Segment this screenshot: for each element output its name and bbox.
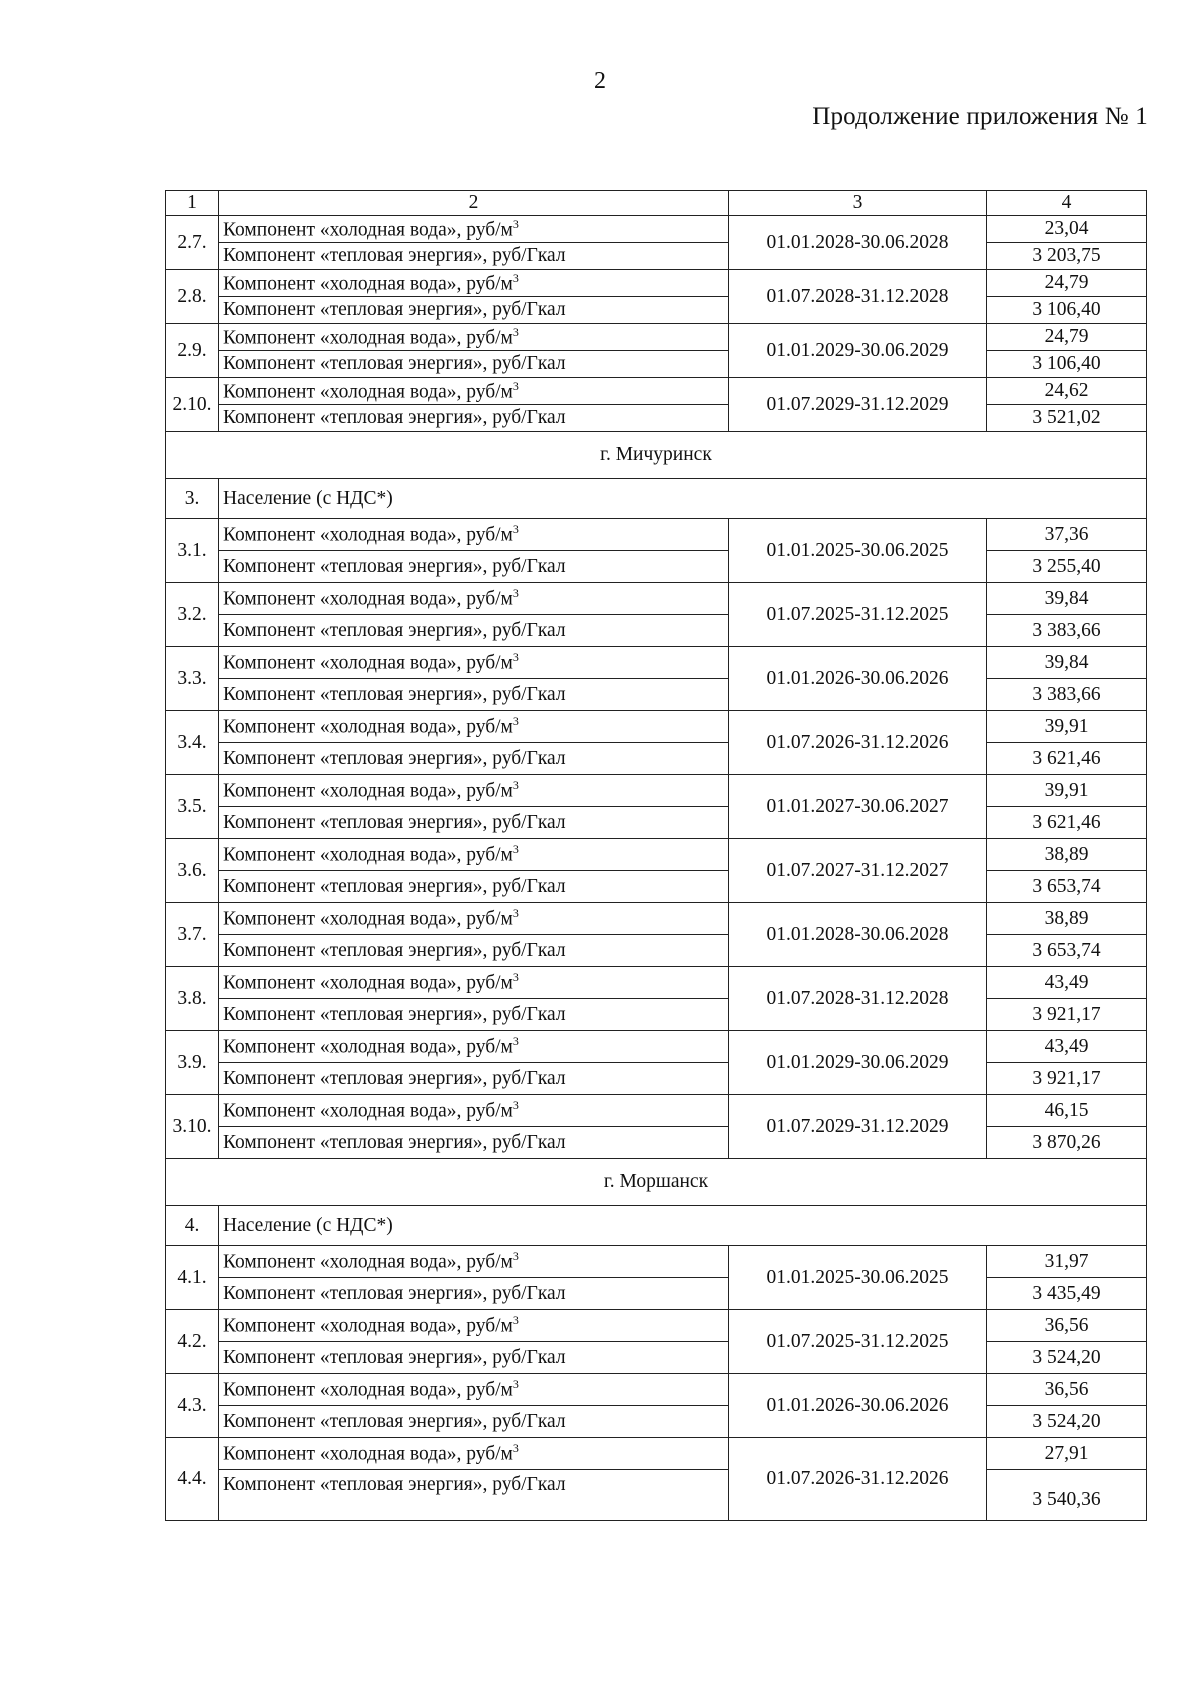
cold-water-label-text: Компонент «холодная вода», руб/м [223,1443,513,1465]
column-header: 3 [729,191,987,216]
validity-period: 01.01.2026-30.06.2026 [729,1374,987,1438]
row-number: 2.9. [166,324,219,378]
tariff-row-cold-water [166,519,1147,551]
unit-superscript: 3 [512,778,519,793]
cold-water-label [219,378,729,405]
cold-water-label [219,711,729,743]
tariff-row-cold-water [166,270,1147,297]
heat-energy-tariff: 3 621,46 [987,807,1147,839]
row-number: 3.2. [166,583,219,647]
validity-period: 01.07.2028-31.12.2028 [729,270,987,324]
row-number: 3.1. [166,519,219,583]
unit-superscript: 3 [512,378,519,393]
heat-energy-tariff: 3 524,20 [987,1406,1147,1438]
heat-energy-label: Компонент «тепловая энергия», руб/Гкал [219,999,729,1031]
row-number: 3.10. [166,1095,219,1159]
tariff-row-heat-energy [166,1063,1147,1095]
row-number: 3.4. [166,711,219,775]
column-header: 2 [219,191,729,216]
heat-energy-tariff: 3 106,40 [987,297,1147,324]
cold-water-tariff: 43,49 [987,967,1147,999]
validity-period: 01.07.2026-31.12.2026 [729,1438,987,1521]
tariff-row-cold-water [166,1374,1147,1406]
cold-water-label [219,1310,729,1342]
unit-superscript: 3 [512,1313,519,1328]
cold-water-label-text: Компонент «холодная вода», руб/м [223,716,513,738]
column-number-row [166,191,1147,216]
tariff-row-cold-water [166,1031,1147,1063]
cold-water-label-text: Компонент «холодная вода», руб/м [223,1315,513,1337]
tariff-row-cold-water [166,324,1147,351]
validity-period: 01.07.2029-31.12.2029 [729,1095,987,1159]
validity-period: 01.01.2025-30.06.2025 [729,1246,987,1310]
tariff-row-heat-energy [166,679,1147,711]
row-number: 3.8. [166,967,219,1031]
cold-water-label-text: Компонент «холодная вода», руб/м [223,972,513,994]
tariff-row-heat-energy [166,999,1147,1031]
validity-period: 01.01.2025-30.06.2025 [729,519,987,583]
heat-energy-label: Компонент «тепловая энергия», руб/Гкал [219,243,729,270]
validity-period: 01.07.2027-31.12.2027 [729,839,987,903]
cold-water-label [219,583,729,615]
heat-energy-label: Компонент «тепловая энергия», руб/Гкал [219,1127,729,1159]
validity-period: 01.07.2029-31.12.2029 [729,378,987,432]
city-name: г. Мичуринск [166,432,1147,479]
tariff-table [165,190,1147,1521]
heat-energy-label: Компонент «тепловая энергия», руб/Гкал [219,679,729,711]
heat-energy-label: Компонент «тепловая энергия», руб/Гкал [219,351,729,378]
cold-water-label [219,270,729,297]
tariff-row-cold-water [166,839,1147,871]
row-number: 3. [166,479,219,519]
row-number: 4.1. [166,1246,219,1310]
cold-water-tariff: 39,84 [987,647,1147,679]
consumer-group-label: Население (с НДС*) [219,479,1147,519]
heat-energy-tariff: 3 653,74 [987,935,1147,967]
tariff-row-cold-water [166,1310,1147,1342]
validity-period: 01.01.2029-30.06.2029 [729,324,987,378]
validity-period: 01.01.2027-30.06.2027 [729,775,987,839]
appendix-continuation-title: Продолжение приложения № 1 [812,103,1148,130]
tariff-row-heat-energy [166,1127,1147,1159]
heat-energy-label: Компонент «тепловая энергия», руб/Гкал [219,1278,729,1310]
page-number: 2 [594,68,606,94]
heat-energy-label: Компонент «тепловая энергия», руб/Гкал [219,935,729,967]
heat-energy-tariff: 3 870,26 [987,1127,1147,1159]
unit-superscript: 3 [512,842,519,857]
heat-energy-label: Компонент «тепловая энергия», руб/Гкал [219,871,729,903]
cold-water-tariff: 23,04 [987,216,1147,243]
cold-water-label-text: Компонент «холодная вода», руб/м [223,219,513,241]
heat-energy-label: Компонент «тепловая энергия», руб/Гкал [219,297,729,324]
tariff-table-body [166,191,1147,1521]
tariff-row-cold-water [166,711,1147,743]
heat-energy-tariff: 3 524,20 [987,1342,1147,1374]
tariff-row-cold-water [166,775,1147,807]
row-number: 3.5. [166,775,219,839]
city-row [166,1159,1147,1206]
heat-energy-tariff: 3 106,40 [987,351,1147,378]
cold-water-tariff: 43,49 [987,1031,1147,1063]
cold-water-label [219,839,729,871]
unit-superscript: 3 [512,970,519,985]
cold-water-label [219,1246,729,1278]
cold-water-label-text: Компонент «холодная вода», руб/м [223,780,513,802]
consumer-group-row [166,479,1147,519]
cold-water-tariff: 39,91 [987,711,1147,743]
unit-superscript: 3 [512,906,519,921]
tariff-row-cold-water [166,1095,1147,1127]
unit-superscript: 3 [512,216,519,231]
unit-superscript: 3 [512,714,519,729]
validity-period: 01.01.2028-30.06.2028 [729,903,987,967]
cold-water-label [219,1438,729,1470]
validity-period: 01.07.2028-31.12.2028 [729,967,987,1031]
heat-energy-tariff: 3 653,74 [987,871,1147,903]
cold-water-tariff: 46,15 [987,1095,1147,1127]
unit-superscript: 3 [512,586,519,601]
heat-energy-label: Компонент «тепловая энергия», руб/Гкал [219,743,729,775]
unit-superscript: 3 [512,1441,519,1456]
cold-water-tariff: 36,56 [987,1374,1147,1406]
cold-water-tariff: 39,91 [987,775,1147,807]
row-number: 2.8. [166,270,219,324]
unit-superscript: 3 [512,270,519,285]
heat-energy-tariff: 3 255,40 [987,551,1147,583]
validity-period: 01.01.2028-30.06.2028 [729,216,987,270]
validity-period: 01.01.2026-30.06.2026 [729,647,987,711]
cold-water-label-text: Компонент «холодная вода», руб/м [223,1251,513,1273]
tariff-row-heat-energy [166,871,1147,903]
row-number: 3.6. [166,839,219,903]
row-number: 3.9. [166,1031,219,1095]
tariff-row-cold-water [166,967,1147,999]
row-number: 3.3. [166,647,219,711]
cold-water-label [219,1031,729,1063]
heat-energy-label: Компонент «тепловая энергия», руб/Гкал [219,551,729,583]
cold-water-tariff: 39,84 [987,583,1147,615]
row-number: 3.7. [166,903,219,967]
unit-superscript: 3 [512,522,519,537]
unit-superscript: 3 [512,650,519,665]
tariff-row-heat-energy [166,243,1147,270]
tariff-row-heat-energy [166,351,1147,378]
cold-water-label-text: Компонент «холодная вода», руб/м [223,1036,513,1058]
cold-water-label [219,216,729,243]
tariff-row-heat-energy [166,743,1147,775]
cold-water-label-text: Компонент «холодная вода», руб/м [223,381,513,403]
heat-energy-tariff: 3 621,46 [987,743,1147,775]
tariff-row-heat-energy [166,1278,1147,1310]
cold-water-label [219,903,729,935]
cold-water-label-text: Компонент «холодная вода», руб/м [223,1100,513,1122]
cold-water-tariff: 38,89 [987,903,1147,935]
validity-period: 01.01.2029-30.06.2029 [729,1031,987,1095]
tariff-row-heat-energy [166,615,1147,647]
cold-water-tariff: 38,89 [987,839,1147,871]
row-number: 4.3. [166,1374,219,1438]
tariff-row-heat-energy [166,807,1147,839]
tariff-row-heat-energy [166,405,1147,432]
tariff-row-cold-water [166,216,1147,243]
cold-water-label [219,324,729,351]
row-number: 2.10. [166,378,219,432]
heat-energy-label: Компонент «тепловая энергия», руб/Гкал [219,405,729,432]
cold-water-tariff: 37,36 [987,519,1147,551]
cold-water-label [219,519,729,551]
heat-energy-label: Компонент «тепловая энергия», руб/Гкал [219,807,729,839]
cold-water-tariff: 24,79 [987,324,1147,351]
tariff-row-heat-energy [166,551,1147,583]
unit-superscript: 3 [512,1098,519,1113]
heat-energy-tariff: 3 521,02 [987,405,1147,432]
validity-period: 01.07.2025-31.12.2025 [729,1310,987,1374]
heat-energy-label: Компонент «тепловая энергия», руб/Гкал [219,1406,729,1438]
tariff-row-heat-energy [166,297,1147,324]
heat-energy-tariff: 3 383,66 [987,679,1147,711]
cold-water-label-text: Компонент «холодная вода», руб/м [223,524,513,546]
cold-water-label-text: Компонент «холодная вода», руб/м [223,588,513,610]
cold-water-label [219,1095,729,1127]
cold-water-label-text: Компонент «холодная вода», руб/м [223,652,513,674]
city-name: г. Моршанск [166,1159,1147,1206]
heat-energy-tariff: 3 921,17 [987,999,1147,1031]
row-number: 2.7. [166,216,219,270]
tariff-row-cold-water [166,1438,1147,1470]
cold-water-tariff: 24,62 [987,378,1147,405]
cold-water-label-text: Компонент «холодная вода», руб/м [223,327,513,349]
validity-period: 01.07.2026-31.12.2026 [729,711,987,775]
heat-energy-tariff: 3 540,36 [987,1470,1147,1521]
tariff-row-heat-energy [166,935,1147,967]
cold-water-label-text: Компонент «холодная вода», руб/м [223,908,513,930]
tariff-row-heat-energy [166,1342,1147,1374]
heat-energy-tariff: 3 383,66 [987,615,1147,647]
unit-superscript: 3 [512,1249,519,1264]
cold-water-tariff: 31,97 [987,1246,1147,1278]
tariff-row-cold-water [166,583,1147,615]
validity-period: 01.07.2025-31.12.2025 [729,583,987,647]
row-number: 4. [166,1206,219,1246]
cold-water-label [219,1374,729,1406]
row-number: 4.2. [166,1310,219,1374]
cold-water-label-text: Компонент «холодная вода», руб/м [223,273,513,295]
cold-water-tariff: 27,91 [987,1438,1147,1470]
tariff-row-cold-water [166,903,1147,935]
tariff-row-cold-water [166,378,1147,405]
cold-water-tariff: 24,79 [987,270,1147,297]
heat-energy-label: Компонент «тепловая энергия», руб/Гкал [219,1063,729,1095]
cold-water-label-text: Компонент «холодная вода», руб/м [223,1379,513,1401]
unit-superscript: 3 [512,1034,519,1049]
consumer-group-row [166,1206,1147,1246]
tariff-row-cold-water [166,647,1147,679]
row-number: 4.4. [166,1438,219,1521]
column-header: 4 [987,191,1147,216]
tariff-row-heat-energy [166,1406,1147,1438]
heat-energy-label: Компонент «тепловая энергия», руб/Гкал [219,1342,729,1374]
heat-energy-label: Компонент «тепловая энергия», руб/Гкал [219,615,729,647]
cold-water-tariff: 36,56 [987,1310,1147,1342]
unit-superscript: 3 [512,1377,519,1392]
cold-water-label-text: Компонент «холодная вода», руб/м [223,844,513,866]
heat-energy-tariff: 3 203,75 [987,243,1147,270]
cold-water-label [219,647,729,679]
consumer-group-label: Население (с НДС*) [219,1206,1147,1246]
heat-energy-tariff: 3 435,49 [987,1278,1147,1310]
city-row [166,432,1147,479]
cold-water-label [219,967,729,999]
tariff-row-heat-energy [166,1470,1147,1521]
heat-energy-tariff: 3 921,17 [987,1063,1147,1095]
cold-water-label [219,775,729,807]
tariff-row-cold-water [166,1246,1147,1278]
unit-superscript: 3 [512,324,519,339]
column-header: 1 [166,191,219,216]
heat-energy-label: Компонент «тепловая энергия», руб/Гкал [219,1470,729,1521]
